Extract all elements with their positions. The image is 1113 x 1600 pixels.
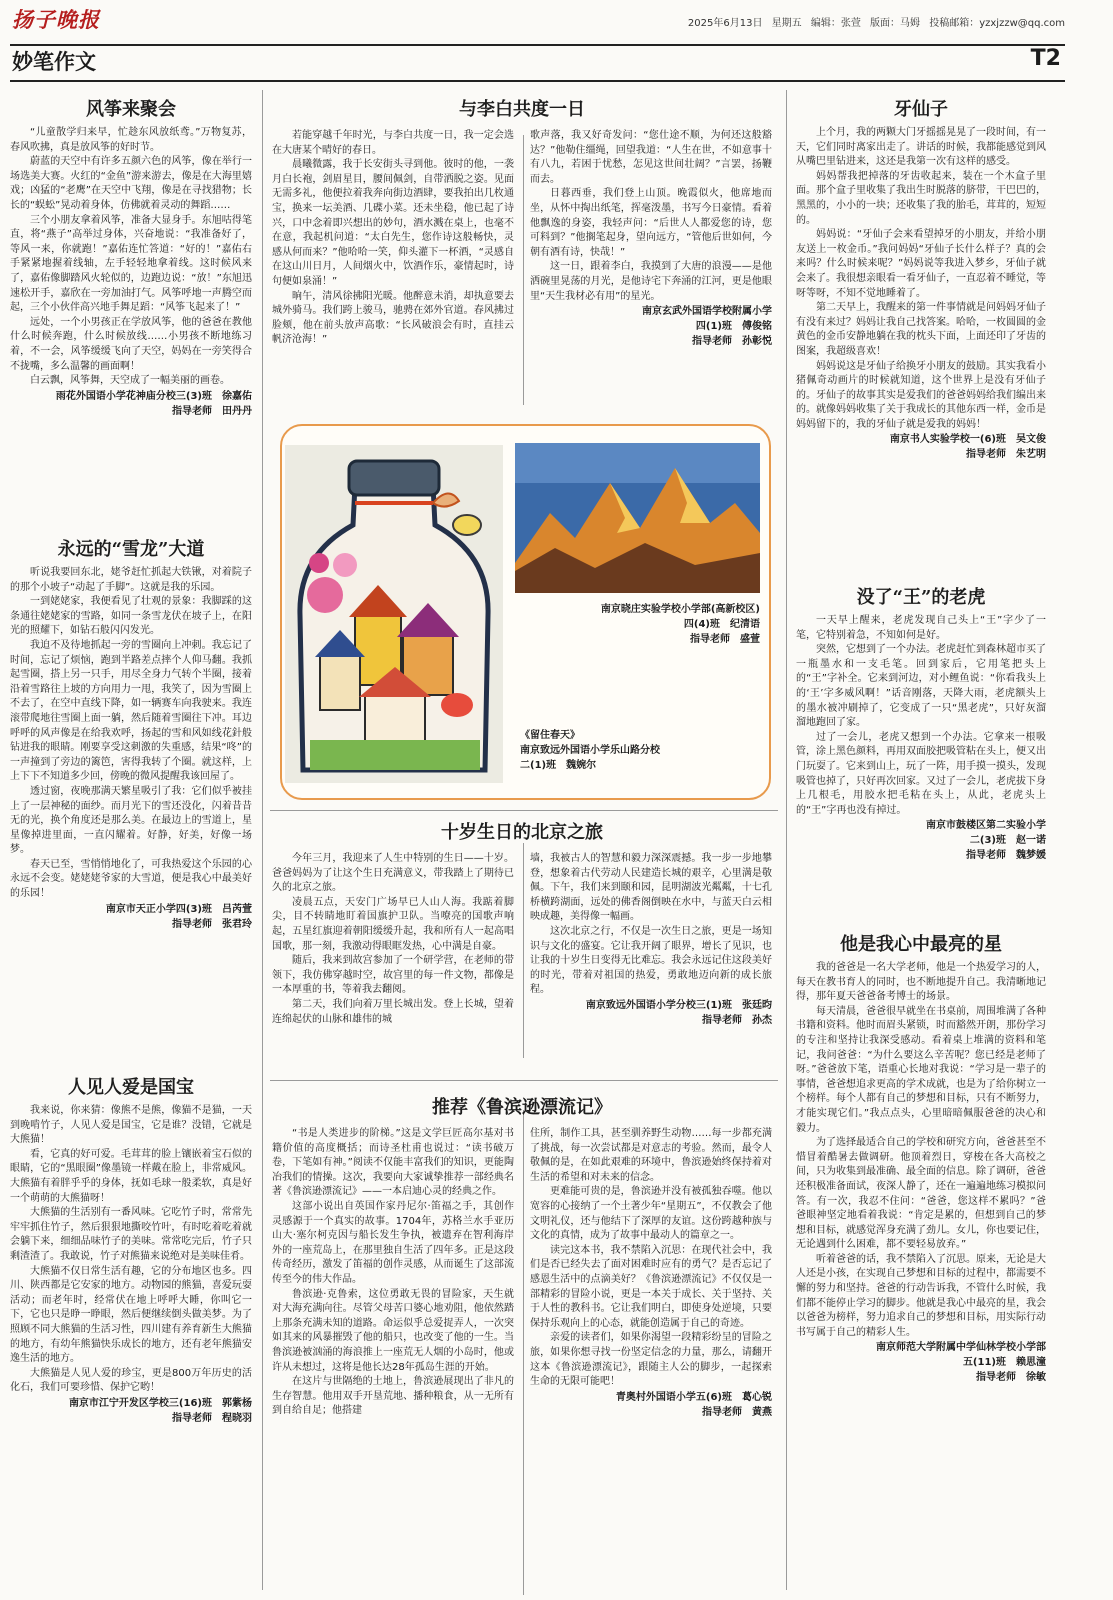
article-paragraph: 妈妈帮我把掉落的牙齿收起来，装在一个木盒子里面。那个盒子里收集了我出生时脱落的脐带，干巴巴的，黑黑的，小小的一块；还收集了我的胎毛，茸茸的，短短的。 [796, 170, 1046, 226]
article-paragraph: 第二天早上，我醒来的第一件事情就是问妈妈牙仙子有没有来过？妈妈让我自己找答案。哈哈，一枚圆圆的金黄色的金币安静地躺在我的枕头下面，上面还印了牙齿的图案，我超级喜欢！ [796, 302, 1046, 357]
article-paragraph: 上个月，我的两颗大门牙摇摇晃晃了一段时间，有一天，它们同时离家出走了。讲话的时候，我都能感觉到风从嘴巴里钻进来，这还是我第一次有这样的感受。 [796, 127, 1046, 168]
column-divider [262, 90, 263, 1590]
caption-student: 二(1)班 魏婉尔 [520, 760, 597, 771]
article-tiger-without-wang [796, 583, 1046, 863]
painting-caption-1 [520, 602, 760, 647]
article-title: 与李白共度一日 [459, 99, 585, 120]
issue-weekday: 星期五 [771, 18, 802, 29]
article-paragraph: 妈妈说：“牙仙子会来看望掉牙的小朋友，并给小朋友送上一枚金币。”我问妈妈“牙仙子长什么样子？真的会来吗？什么时候来呢？”妈妈说等我进入梦乡，牙仙子就会来了。我很想亲眼看一看牙仙子，一直忍着不睡觉，等呀等呀，不知不觉地睡着了。 [796, 229, 1046, 299]
article-paragraph: 听说我要回东北，姥爷赶忙抓起大铁锹，对着院子的那个小坡子“动起了手脚”。这就是我的乐园。 [10, 567, 252, 593]
article-title: 牙仙子 [894, 99, 948, 120]
editor-credit: 编辑：张萱 [810, 18, 861, 29]
article-paragraph: 为了选择最适合自己的学校和研究方向，爸爸甚至不惜冒着酷暑去做调研。他顶着烈日，穿梭在各大高校之间，只为收集到最准确、最全面的信息。除了调研，爸爸还积极准备面试，夜深人静了，还在一遍遍地练习模拟问答。有一次，我忍不住问：“爸爸，您这样不累吗？”爸爸眼神坚定地看着我说：“肯定是累的，但想到自己的梦想和目标，就感觉浑身充满了劲儿。女儿，你也要记住，无论遇到什么困难，都不要轻易放弃。” [796, 1137, 1046, 1251]
author-byline: 南京市江宁开发区学校三(16)班 郭紫杨 [68, 1397, 252, 1409]
article-paragraph: 我来说，你来猜：像熊不是熊，像猫不是猫，一天到晚啃竹子，人见人爱是国宝，它是谁？没错，它就是大熊猫！ [10, 1105, 252, 1146]
article-paragraph: 大熊猫不仅日常生活有趣，它的分布地区也多。四川、陕西都是它安家的地方。动物园的熊猫，喜爱玩耍活动；而老年时，经常伏在地上呼呼大睡，你叫它一下，它也只是睁一睁眼，然后便继续倒头做美梦。为了照顾不同大熊猫的生活习性，四川建有养育新生大熊猫的地方，有幼年熊猫快乐成长的地方，还有老年熊猫安逸生活的地方。 [10, 1265, 252, 1365]
author-byline: 二(3)班 赵一诺 [969, 835, 1046, 847]
article-paragraph: 凌晨五点，天安门广场早已人山人海。我踮着脚尖，目不转睛地盯着国旗护卫队。当嘹亮的国歌声响起，五星红旗迎着朝阳缓缓升起，我和所有人一起高唱国歌，那一刻，我激动得眼眶发热，心中满是自豪。 [272, 896, 514, 952]
article-paragraph: 看，它真的好可爱。毛茸茸的脸上镶嵌着宝石似的眼睛，它的“黑眼圈”像墨镜一样戴在脸上，非常威风。大熊猫有着胖乎乎的身体，抚如毛球一般柔软，真是好一个萌萌的大熊猫呀！ [10, 1148, 252, 1204]
submission-email[interactable]: 投稿邮箱：yzxjzzw@qq.com [929, 18, 1065, 29]
article-day-with-li-bai [272, 95, 772, 349]
row-divider [270, 1080, 778, 1081]
article-paragraph: 每天清晨，爸爸很早就坐在书桌前，周围堆满了各种书籍和资料。他时而眉头紧锁，时而豁然开朗，那份学习的专注和坚持让我深受感动。看着桌上堆满的资料和笔记，我问爸爸：“为什么要这么辛苦呢？您已经是老师了呀。”爸爸放下笔，语重心长地对我说：“学习是一辈子的事情，爸爸想追求更高的学术成就，也是为了给你树立一个榜样。每个人都有自己的梦想和目标，只有不断努力，才能实现它们。”我点点头，心里暗暗佩服爸爸的决心和毅力。 [796, 1005, 1046, 1134]
teacher-byline: 指导老师 朱艺明 [966, 449, 1046, 461]
article-paragraph: 第二天，我们向着万里长城出发。登上长城，望着连绵起伏的山脉和雄伟的城 [272, 998, 514, 1025]
teacher-byline: 指导老师 张君玲 [172, 918, 252, 930]
section-rule [10, 44, 1065, 82]
article-paragraph: 三个小朋友拿着风筝，准备大显身手。东旭咕得笔直，将“燕子”高举过身体，兴奋地说：“我准备好了，等风一来，你就跑！”嘉佑连忙答道：“好的！”嘉佑右手紧紧地握着线轴，左手轻轻地拿着线。这时候风来了，嘉佑像脚踏风火轮似的，边跑边说：“放！”东旭迅速松开手，嘉欣在一旁加油打气。风筝呼地一声腾空而起，三个小伙伴高兴地手舞足蹈：“风筝飞起来了！” [10, 214, 252, 314]
issue-date: 2025年6月13日 [687, 18, 763, 29]
caption-artwork-title: 《留住春天》 [520, 730, 580, 741]
bottle-cap [349, 461, 439, 495]
article-title: 十岁生日的北京之旅 [441, 822, 603, 843]
article-national-treasure [10, 1073, 252, 1426]
article-paragraph: 晨曦微露，我于长安街头寻到他。彼时的他，一袭月白长袍，剑眉星目，腰间佩剑，自带洒脱之姿。见面无需多礼，他便拉着我奔向街边酒肆，要我拍出几枚通宝，换来一坛美酒、几碟小菜。还未坐稳，他已起了诗兴，口中念着即兴想出的妙句，酒水溅在桌上，也毫不在意，我起机问道：“太白先生，您作诗这般畅快，灵感从何而来？”他哈哈一笑，仰头灌下一杯酒，“灵感自在这山川日月，人间烟火中，饮酒作乐，豪情起时，诗句便如泉涌！” [272, 159, 514, 287]
article-paragraph: 透过窗，夜晚那满天繁星吸引了我：它们似乎被挂上了一层神秘的面纱。而月光下的雪还没化，闪着昔昔无的光，换个角度还是那么美。在最边上的雪道上，星星像掉进里面，一直闪耀着。好静，好美，好像一场梦。 [10, 785, 252, 856]
teacher-byline: 指导老师 田丹丹 [172, 405, 252, 417]
author-school: 南京市鼓楼区第二实验小学 [926, 820, 1046, 832]
flower-shape [333, 553, 357, 577]
dateline [682, 14, 1065, 29]
sky-band [515, 443, 760, 483]
article-paragraph: 听着爸爸的话，我不禁陷入了沉思。原来，无论是大人还是小孩，在实现自己梦想和目标的过程中，都需要不懈的努力和坚持。爸爸的行动告诉我，不管什么时候，我们都不能停止学习的脚步。他就是我心中最亮的星，我会以爸爸为榜样，努力追求自己的梦想和目标，用实际行动书写属于自己的精彩人生。 [796, 1253, 1046, 1338]
article-paragraph: 若能穿越千年时光，与李白共度一日，我一定会选在大唐某个晴好的春日。 [272, 130, 514, 156]
painting-golden-mountains [515, 443, 760, 593]
grass-ground [310, 740, 480, 770]
article-paragraph: 日暮西垂，我们登上山顶。晚霞似火，他席地而坐，从怀中掏出纸笔，挥毫泼墨，书写今日豪情。看着他飘逸的身姿，我轻声问：“后世人人都爱您的诗，您可料到？”他搁笔起身，望向远方，“管他后世如何，今朝有酒有诗，快哉！” [530, 188, 772, 258]
author-byline: 南京市天正小学四(3)班 吕芮萱 [105, 903, 252, 915]
article-tooth-fairy [796, 95, 1046, 462]
author-byline: 青奥村外国语小学五(6)班 葛心锐 [615, 1391, 772, 1403]
article-paragraph: 大熊猫的生活别有一番风味。它吃竹子时，常常先牢牢抓住竹子，然后狠狠地撕咬竹叶，有时吃着吃着就会躺下来，细细品味竹子的美味。常常吃完后，竹子只剩渣渣了。我敢说，竹子对熊猫来说绝对是美味佳肴。 [10, 1207, 252, 1262]
article-paragraph: 我迫不及待地抓起一旁的雪圈向上冲刺。我忘记了时间，忘记了烦恼，跑到半路差点摔个人仰马翻。我抓起雪圈，搭上另一只手，用尽全身力气转个半圈，接着沿着雪路往上坡的方向用力一甩，我笑了，因为雪圈上不去了，在空中直线下降，如一辆赛车向我驶来。我连滚带爬地往雪圈上面一躺，然后随着雪圈往下冲。耳边呼呼的风声像是在给我欢呼，扬起的雪和风如线花針般钻进我的眼睛。刚要享受这刺激的失重感，结果“咚”的一声撞到了旁边的篱笆，害得我转了个圈。就这样，上上下下不知道多少回，傍晚的微风提醒我该回屋了。 [10, 639, 252, 783]
article-title: 人见人爱是国宝 [68, 1077, 194, 1098]
page-number: T2 [1030, 46, 1061, 71]
caption-school: 南京致远外国语小学乐山路分校 [520, 745, 660, 756]
article-title: 永远的“雪龙”大道 [57, 539, 205, 560]
author-byline: 南京致远外国语小学分校三(1)班 张廷昀 [585, 999, 772, 1011]
caption-teacher: 指导老师 盛萱 [690, 634, 760, 645]
article-title: 没了“王”的老虎 [856, 587, 986, 608]
article-paragraph: 一天早上醒来，老虎发现自己头上“王”字少了一笔，它特别着急，不知如何是好。 [796, 615, 1046, 641]
article-paragraph: 歌声落，我又好奇发问：“您仕途不顺，为何还这般豁达？”他勒住缰绳，回望我道：“人生在世，不如意事十有八九，若困于忧愁，怎见这世间壮阔？”言罢，扬鞭而去。 [530, 130, 772, 185]
article-title: 他是我心中最亮的星 [840, 934, 1002, 955]
newspaper-logo: 扬子晚报 [12, 7, 100, 32]
article-title: 推荐《鲁滨逊漂流记》 [432, 1097, 612, 1118]
author-school: 南京师范大学附属中学仙林学校小学部 [876, 1342, 1046, 1354]
teacher-byline: 指导老师 魏梦媛 [966, 850, 1046, 862]
article-paragraph: 突然，它想到了一个办法。老虎赶忙到森林超市买了一瓶墨水和一支毛笔。回到家后，它用笔把头上的“王”字补全。它来到河边，对小鲤鱼说：“你看我头上的‘王’字多威风啊！”话音刚落，天降大雨，老虎额头上的墨水被冲刷掉了，它变成了一只“黑老虎”，只好灰溜溜地跑回了家。 [796, 644, 1046, 729]
caption-school: 南京晓庄实验学校小学部(高新校区) [600, 604, 760, 615]
author-byline: 四(1)班 傅俊铭 [695, 321, 772, 333]
painting-bottle-village [285, 445, 503, 783]
mushroom-shape [441, 693, 473, 717]
house-shape [320, 655, 360, 710]
article-paragraph: 更难能可贵的是，鲁滨逊并没有被孤独吞噬。他以宽容的心接纳了一个土著少年“星期五”，不仅教会了他文明礼仪，还与他结下了深厚的友谊。这份跨越种族与文化的真情，成为了故事中最动人的篇章之一。 [530, 1186, 772, 1242]
layout-credit: 版面：马姆 [870, 18, 921, 29]
teacher-byline: 指导老师 程晓羽 [172, 1412, 252, 1424]
article-paragraph: 随后，我来到故宫参加了一个研学营，在老师的带领下，我仿佛穿越时空，故宫里的每一件文物，都像是一本厚重的书，等着我去翻阅。 [272, 955, 514, 996]
article-paragraph: 过了一会儿，老虎又想到一个办法。它拿来一根吸管，涂上黑色颜料，再用双面胶把吸管粘在头上，便又出门玩耍了。它来到山上，玩了一阵，用手摸一摸头，发现吸管也掉了，只好再次回家。又过了一会儿，老虎拔下身上几根毛，用胶水把毛粘在头上，从此，老虎头上的“王”字再也没有掉过。 [796, 731, 1046, 816]
teacher-byline: 指导老师 孙杰 [702, 1014, 772, 1026]
article-paragraph: 这一日，跟着李白，我摸到了大唐的浪漫——是他洒碗里晃荡的月光，是他诗宅下奔涌的江河，更是他眼里“天生我材必有用”的星光。 [530, 261, 772, 302]
article-paragraph: 妈妈说这是牙仙子给换牙小朋友的鼓励。其实我看小猪佩奇动画片的时候就知道，这个世界上是没有牙仙子的。牙仙子的故事其实是爱我们的爸爸妈妈给我们编出来的。就像妈妈收集了关于我成长的其他东西一样，金币是妈妈留下的，我的牙仙子就是爱我的妈妈！ [796, 360, 1046, 430]
bird-shape [453, 515, 481, 535]
author-byline: 五(11)班 赖思潼 [962, 1357, 1046, 1369]
article-snow-dragon-road [10, 535, 252, 932]
article-beijing-trip [272, 818, 772, 1028]
article-kite-party [10, 95, 252, 419]
article-paragraph: 这部小说出自英国作家丹尼尔·笛福之手，其创作灵感源于一个真实的故事。1704年，苏格兰水手亚历山大·塞尔柯克因与船长发生争执，被遗弃在智利海岸外的一座荒岛上，在那里独自生活了四年多。正是这段传奇经历，激发了笛福的创作灵感，从而诞生了这部流传至今的伟大作品。 [272, 1200, 514, 1285]
article-paragraph: “儿童散学归来早，忙趁东风放纸鸢。”万物复苏，春风吹拂，真是放风筝的好时节。 [10, 127, 252, 153]
column-divider [786, 90, 787, 1590]
section-title: 妙笔作文 [12, 49, 96, 74]
article-paragraph: 鲁滨逊·克鲁索，这位勇敢无畏的冒险家，天生就对大海充满向往。尽管父母苦口婆心地劝阻，他依然踏上那条充满未知的道路。命运似乎总爱捉弄人，一次突如其来的风暴摧毁了他的船只，也改变了他的一生。当鲁滨逊被汹涌的海浪推上一座荒无人烟的小岛时，他或许从未想过，这将是他长达28年孤岛生涯的开始。 [272, 1288, 514, 1373]
author-school: 南京玄武外国语学校附属小学 [642, 306, 772, 318]
article-paragraph: 白云飘，风筝舞，天空成了一幅美丽的画卷。 [30, 375, 230, 387]
article-paragraph: 远处，一个小男孩正在学放风筝，他的爸爸在教他什么时候奔跑，什么时候放线……小男孩不断地练习着，不一会，风筝缓缓飞向了天空，妈妈在一旁笑得合不拢嘴，多么温馨的画面啊！ [10, 316, 252, 372]
article-paragraph: 亲爱的读者们，如果你渴望一段精彩纷呈的冒险之旅，如果你想寻找一份坚定信念的力量，那么，请翻开这本《鲁滨逊漂流记》，跟随主人公的脚步，一起探索生命的无限可能吧！ [530, 1332, 772, 1388]
teacher-byline: 指导老师 徐敏 [976, 1372, 1046, 1384]
teacher-byline: 指导老师 黄燕 [702, 1406, 772, 1418]
author-byline: 雨花外国语小学花神庙分校三(3)班 徐嘉佑 [55, 390, 252, 402]
article-paragraph: 晌午，清风徐拂阳光暖。他醉意未消，却执意要去城外骑马。我们跨上骏马，驰骋在郊外官道。春风拂过脸颊，他在前头放声高歌：“长风破浪会有时，直挂云帆济沧海！” [272, 290, 514, 346]
flower-shape [307, 577, 343, 613]
row-divider [270, 810, 778, 811]
article-paragraph: 墙，我被古人的智慧和毅力深深震撼。我一步一步地攀登，想象着古代劳动人民建造长城的艰辛，心里满是敬佩。下午，我们来到颐和园，昆明湖波光粼粼，十七孔桥横跨湖面，远处的佛香阁倒映在水中，与蓝天白云相映成趣，美得像一幅画。 [530, 853, 772, 923]
article-paragraph: 春天已至，雪悄悄地化了，可我热爱这个乐园的心永远不会变。姥姥姥爷家的大雪道，便是我心中最美好的乐园！ [10, 858, 252, 900]
caption-student: 四(4)班 纪清语 [683, 619, 760, 630]
article-paragraph: 这次北京之行，不仅是一次生日之旅，更是一场知识与文化的盛宴。它让我开阔了眼界，增长了见识，也让我的十岁生日变得无比难忘。我会永远记住这段美好的时光，带着对祖国的热爱，勇敢地迈向新的成长旅程。 [530, 925, 772, 996]
flower-shape [309, 553, 329, 573]
teacher-byline: 指导老师 孙彰悦 [692, 336, 772, 348]
article-brightest-star [796, 930, 1046, 1385]
article-paragraph: 住所，制作工具，甚至驯养野生动物……每一步都充满了挑战，每一次尝试都是对意志的考验。然而，最令人敬佩的是，在如此艰难的环境中，鲁滨逊始终保持着对生活的希望和对未来的信念。 [530, 1128, 772, 1183]
article-paragraph: 我的爸爸是一名大学老师，他是一个热爱学习的人，每天在教书育人的同时，也不断地提升自己。我清晰地记得，那年夏天爸爸备考博士的场景。 [796, 962, 1046, 1003]
article-paragraph: 大熊猫是人见人爱的珍宝，更是800万年历史的活化石，我们可要珍惜、保护它哟！ [10, 1367, 252, 1394]
article-paragraph: 在这片与世隔绝的土地上，鲁滨逊展现出了非凡的生存智慧。他用双手开垦荒地、播种粮食，从一无所有到自给自足；他搭建 [272, 1376, 514, 1417]
article-paragraph: 一到姥姥家，我便看见了壮观的景象：我脚踩的这条通往姥姥家的雪路，如同一条雪龙伏在坡子上，在阳光的照耀下，如钻石般闪闪发光。 [10, 596, 252, 637]
author-byline: 南京书人实验学校一(6)班 吴文俊 [889, 434, 1046, 446]
article-paragraph: “书是人类进步的阶梯。”这是文学巨匠高尔基对书籍价值的高度概括；而诗圣杜甫也说过：“读书破万卷，下笔如有神。”阅读不仅能丰富我们的知识，更能陶冶我们的情操。这次，我要向大家诚挚推荐一部经典名著《鲁滨逊漂流记》——一本启迪心灵的经典之作。 [272, 1128, 514, 1198]
article-paragraph: 读完这本书，我不禁陷入沉思：在现代社会中，我们是否已经失去了面对困难时应有的勇气？是否忘记了感恩生活中的点滴美好？《鲁滨逊漂流记》不仅仅是一部精彩的冒险小说，更是一本关于成长、关于坚持、关于人性的教科书。它让我们明白，即使身处逆境，只要保持乐观向上的心态，就能创造属于自己的奇迹。 [530, 1244, 772, 1329]
article-robinson-crusoe [272, 1093, 772, 1420]
painting-caption-2 [520, 728, 760, 773]
article-title: 风筝来聚会 [86, 99, 176, 120]
article-paragraph: 今年三月，我迎来了人生中特别的生日——十岁。爸爸妈妈为了让这个生日充满意义，带我踏上了期待已久的北京之旅。 [272, 853, 514, 894]
article-paragraph: 蔚蓝的天空中有许多五颜六色的风筝，像在举行一场选美大赛。火红的“金鱼”游来游去，像是在大海里嬉戏；凶猛的“老鹰”在天空中飞翔，像是在寻找猎物；长长的“蜈蚣”晃动着身体，仿佛就着灵动的舞蹈…… [10, 156, 252, 211]
